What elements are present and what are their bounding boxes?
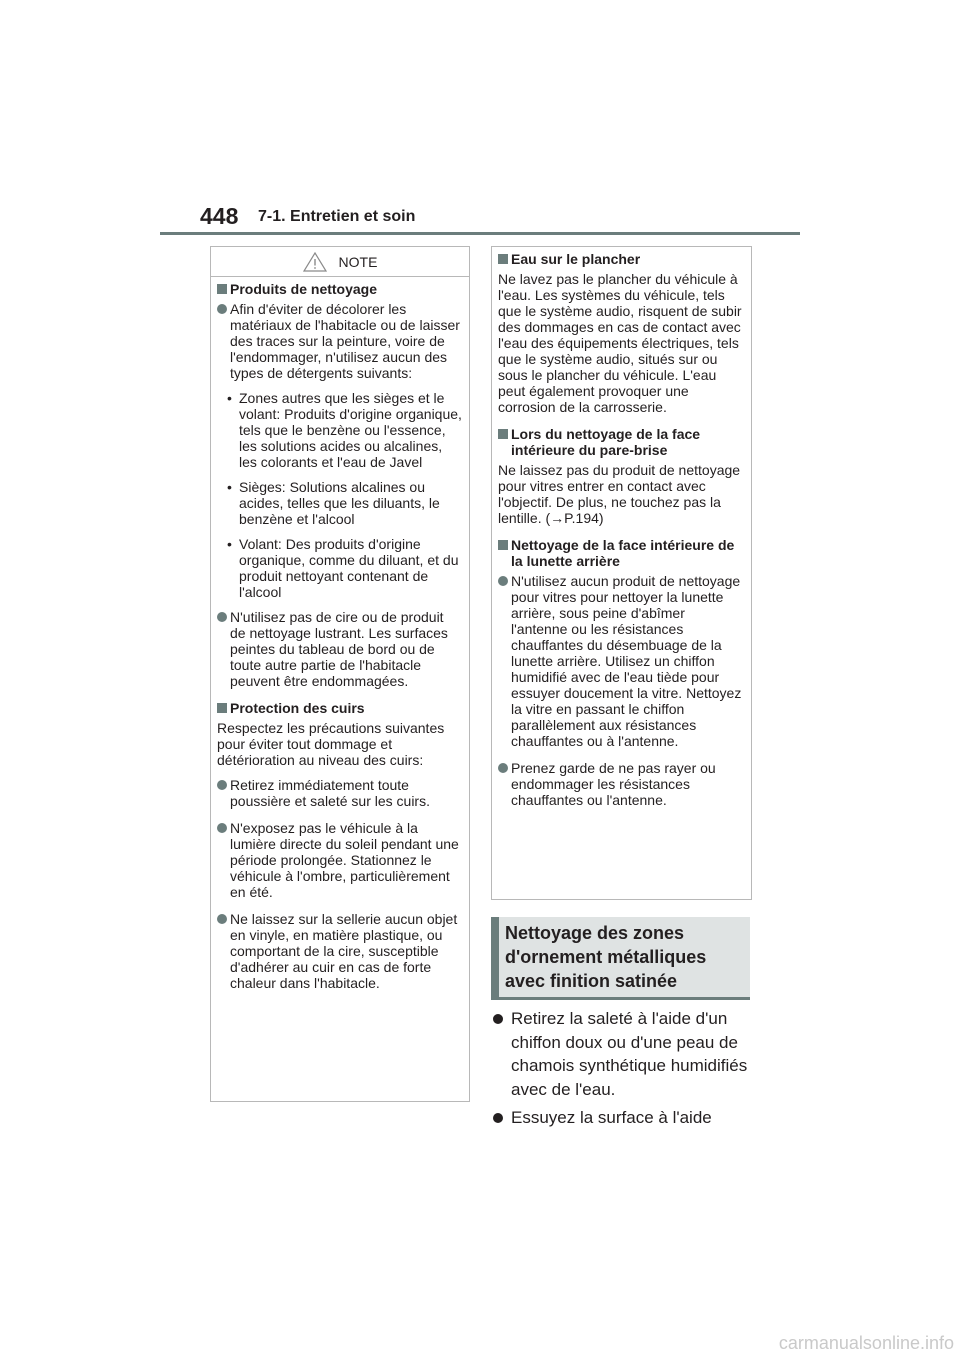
page-number: 448 <box>200 203 239 229</box>
section-heading-bar <box>491 917 499 997</box>
bullet-item: Afin d'éviter de décolorer les matériaux de l'habitacle ou de laisser des traces sur la peinture, voire de l'endommager, n'utilisez aucun des types de détergents suivants: <box>217 301 463 381</box>
paragraph: Respectez les précautions suivantes pour éviter tout dommage et détérioration au niveau des cuirs: <box>217 720 445 768</box>
heading-cleaning-products: Produits de nettoyage <box>217 281 463 297</box>
bullet-item: Ne laissez sur la sellerie aucun objet en vinyle, en matière plastique, ou comportant de la cire, susceptible d'adhérer au cuir en cas de forte chaleur dans l'habitacle. <box>217 911 463 991</box>
dash-item-text: Volant: Des produits d'origine organique, comme du diluant, et du produit nettoyant contenant de l'alcool <box>239 536 459 600</box>
section-heading: Nettoyage des zones d'ornement métalliques avec finition satinée <box>505 923 707 991</box>
paragraph: Ne laissez pas du produit de nettoyage pour vitres entrer en contact avec l'objectif. De plus, ne touchez pas la lentille. (→P.194) <box>498 462 741 526</box>
section-title: 7-1. Entretien et soin <box>258 208 416 225</box>
note-content-continued <box>492 247 751 808</box>
heading-windshield: Lors du nettoyage de la face intérieure du pare-brise <box>498 426 745 458</box>
bullet-item: N'exposez pas le véhicule à la lumière directe du soleil pendant une période prolongée. Stationnez le véhicule à l'ombre, particulièrement en été. <box>217 820 463 900</box>
list-item: Retirez la saleté à l'aide d'un chiffon doux ou d'une peau de chamois synthétique humidifiés avec de l'eau. <box>493 1007 753 1101</box>
note-box-continued <box>491 246 752 900</box>
heading-leather-protection: Protection des cuirs <box>217 700 463 716</box>
dash-item: • Volant: Des produits d'origine organique, comme du diluant, et du produit nettoyant contenant de l'alcool <box>227 536 459 600</box>
header-rule <box>160 232 800 235</box>
bullet-item: Retirez immédiatement toute poussière et saleté sur les cuirs. <box>217 777 463 809</box>
dash-item: • Sièges: Solutions alcalines ou acides, telles que les diluants, le benzène et l'alcool <box>227 479 440 527</box>
heading-rear-window: Nettoyage de la face intérieure de la lunette arrière <box>498 537 745 569</box>
note-content <box>211 277 469 991</box>
warning-icon <box>303 252 327 272</box>
dash-item-text: Zones autres que les sièges et le volant: Produits d'origine organique, tels que le benzène ou l'essence, les solutions acides ou alcalines, les colorants et l'eau de Javel <box>239 390 462 470</box>
watermark: carmanualsonline.info <box>778 1333 954 1353</box>
bullet-item: Prenez garde de ne pas rayer ou endommager les résistances chauffantes ou l'antenne. <box>498 760 745 808</box>
note-header <box>211 247 469 277</box>
list-item: Essuyez la surface à l'aide <box>493 1106 753 1130</box>
bullet-item: N'utilisez pas de cire ou de produit de nettoyage lustrant. Les surfaces peintes du tableau de bord ou de toute autre partie de l'habitacle peuvent être endommagées. <box>217 609 463 689</box>
dash-item: • Zones autres que les sièges et le volant: Produits d'origine organique, tels que le benzène ou l'essence, les solutions acides ou alcalines, les colorants et l'eau de Javel <box>227 390 462 470</box>
dash-item-text: Sièges: Solutions alcalines ou acides, telles que les diluants, le benzène et l'alcool <box>239 479 440 527</box>
heading-water-floor: Eau sur le plancher <box>498 251 745 267</box>
bullet-item: N'utilisez aucun produit de nettoyage pour vitres pour nettoyer la lunette arrière, sous peine d'abîmer l'antenne ou les résistances chauffantes du désembuage de la lunette arrière. Utilisez un chiffon humidifié avec de l'eau tiède pour essuyer doucement la vitre. Nettoyez la vitre en passant le chiffon parallèlement aux résistances chauffantes ou à l'antenne. <box>498 573 745 749</box>
section-heading-box <box>491 917 750 1000</box>
paragraph: Ne lavez pas le plancher du véhicule à l'eau. Les systèmes du véhicule, tels que le système audio, risquent de subir des dommages en cas de contact avec l'eau des équipements électriques, tels que le système audio, situés sur ou sous le plancher du véhicule. L'eau peut également provoquer une corrosion de la carrosserie. <box>498 271 742 415</box>
note-box <box>210 246 470 1102</box>
note-label: NOTE <box>338 253 378 270</box>
body-list <box>493 1007 753 1135</box>
